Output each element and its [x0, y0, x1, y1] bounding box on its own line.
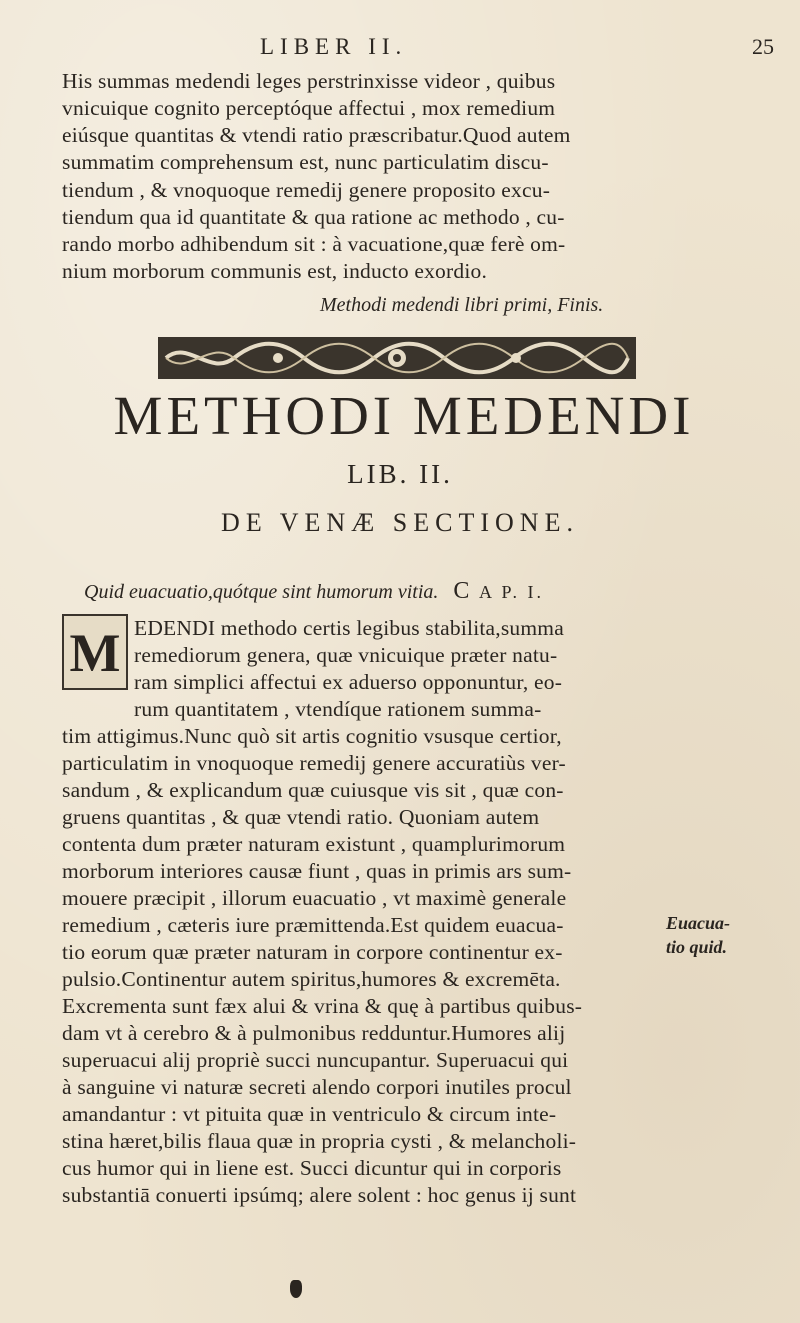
text-line: gruens quantitas , & quæ vtendi ratio. Quoniam autem [62, 805, 540, 829]
decorated-initial [62, 614, 128, 690]
ornament-band [158, 335, 636, 381]
text-line: summatim comprehensum est, nunc particulatim discu- [62, 150, 549, 174]
running-header [0, 34, 800, 64]
text-line: contenta dum præter naturam existunt , quamplurimorum [62, 832, 566, 856]
text-line: particulatim in vnoquoque remedij genere accuratiùs ver- [62, 751, 566, 775]
text-line: stina hæret,bilis flaua quæ in propria cysti , & melancholi- [62, 1129, 577, 1153]
section-title: DE VENÆ SECTIONE. [221, 508, 579, 537]
text-line: remedium , cæteris iure præmittenda.Est quidem euacua- [62, 913, 564, 937]
text-line: tio eorum quæ præter naturam in corpore continentur ex- [62, 940, 563, 964]
text-line: rando morbo adhibendum sit : à vacuatione,quæ ferè om- [62, 232, 566, 256]
text-line: vnicuique cognito perceptóque affectui , mox remedium [62, 96, 556, 120]
chapter-heading [84, 578, 544, 605]
text-line: remediorum genera, quæ vnicuique præter natu- [134, 643, 558, 667]
text-line: amandantur : vt pituita quæ in ventriculo & circum inte- [62, 1102, 557, 1126]
text-line: à sanguine vi naturæ secreti alendo corpori inutiles procul [62, 1075, 572, 1099]
text-line: rum quantitatem , vtendíque rationem summa- [134, 697, 542, 721]
initial-letter: M [69, 623, 121, 683]
finis-line: Methodi medendi libri primi, Finis. [320, 294, 604, 316]
text-line: eiúsque quantitas & vtendi ratio præscribatur.Quod autem [62, 123, 571, 147]
text-line: Excrementa sunt fæx alui & vrina & quę à partibus quibus- [62, 994, 583, 1018]
chapter-cap-letter: C [453, 578, 473, 604]
text-line: pulsio.Continentur autem spiritus,humores & excremēta. [62, 967, 561, 991]
margin-note: tio quid. [666, 937, 728, 957]
text-line: tiendum , & vnoquoque remedij genere proposito excu- [62, 178, 551, 202]
chapter-number [453, 578, 544, 604]
text-line: EDENDI methodo certis legibus stabilita,summa [134, 616, 564, 640]
text-line: ram simplici affectui ex aduerso opponuntur, eo- [134, 670, 563, 694]
text-line: superuacui alij propriè succi nuncupantur. Superuacui qui [62, 1048, 569, 1072]
chapter-title: Quid euacuatio,quótque sint humorum vitia. [84, 581, 439, 603]
text-line: mouere præcipit , illorum euacuatio , vt maximè generale [62, 886, 567, 910]
page-number: 25 [752, 34, 774, 59]
main-title: METHODI MEDENDI [113, 385, 695, 446]
margin-note: Euacua- [666, 913, 731, 933]
chapter-cap-rest: A P. I. [478, 582, 544, 602]
text-line: His summas medendi leges perstrinxisse videor , quibus [62, 69, 556, 93]
catchword-mark [290, 1280, 302, 1298]
text-line: tim attigimus.Nunc quò sit artis cognitio vsusque certior, [62, 724, 562, 748]
text-line: sandum , & explicandum quæ cuiusque vis sit , quæ con- [62, 778, 564, 802]
book-number: LIB. II. [347, 459, 453, 489]
text-line: morborum interiores causæ fiunt , quas in primis ars sum- [62, 859, 572, 883]
text-line: cus humor qui in liene est. Succi dicuntur qui in corporis [62, 1156, 562, 1180]
text-line: nium morborum communis est, inducto exordio. [62, 259, 488, 283]
text-line: substantiā conuerti ipsúmq; alere solent : hoc genus ij sunt [62, 1183, 577, 1207]
running-title: LIBER II. [260, 34, 408, 59]
text-line: dam vt à cerebro & à pulmonibus redduntur.Humores alij [62, 1021, 566, 1045]
text-line: tiendum qua id quantitate & qua ratione ac methodo , cu- [62, 205, 565, 229]
